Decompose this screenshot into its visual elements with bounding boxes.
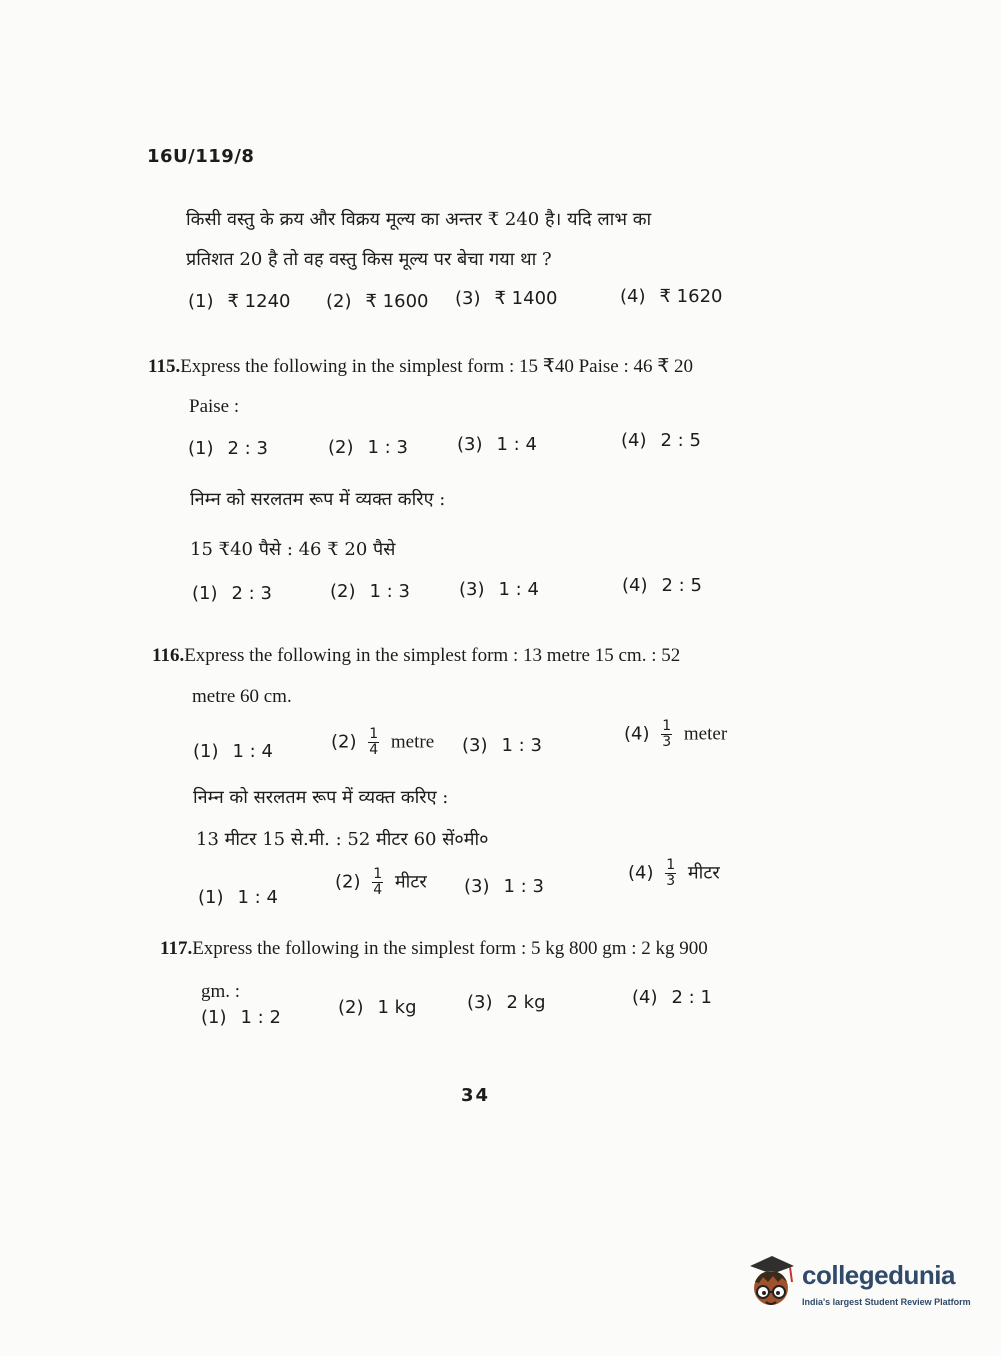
q114-hindi-line2: प्रतिशत 20 है तो वह वस्तु किस मूल्य पर बेचा गया था ? — [186, 249, 552, 270]
q115-number: 115. — [148, 356, 181, 377]
q117-number: 117. — [160, 938, 193, 959]
q116-english-line2: metre 60 cm. — [192, 686, 292, 707]
q116-hi-option-2: (2) $\frac{1}{4}$ मीटर — [335, 866, 427, 898]
q116-hindi-line2: 13 मीटर 15 से.मी. : 52 मीटर 60 सें०मी० — [196, 829, 489, 850]
q117-english-line2: gm. : — [201, 981, 241, 1002]
page-number: 34 — [461, 1085, 491, 1106]
q115-hindi-line1: निम्न को सरलतम रूप में व्यक्त करिए : — [190, 489, 446, 510]
q116-hi-option-4: (4) $\frac{1}{3}$ मीटर — [628, 857, 720, 889]
q115-hindi-line2: 15 ₹40 पैसे : 46 ₹ 20 पैसे — [190, 539, 396, 560]
q115-hi-option-3: (3) 1 : 4 — [459, 579, 539, 600]
paper-code: 16U/119/8 — [147, 146, 255, 167]
q114-option-4: (4) ₹ 1620 — [620, 286, 723, 307]
q114-option-2: (2) ₹ 1600 — [326, 291, 429, 312]
q116-hindi-line1: निम्न को सरलतम रूप में व्यक्त करिए : — [193, 787, 449, 808]
q116-number: 116. — [152, 645, 185, 666]
q117-option-3: (3) 2 kg — [467, 992, 546, 1013]
q117-option-2: (2) 1 kg — [338, 997, 417, 1018]
q114-option-3: (3) ₹ 1400 — [455, 288, 558, 309]
q115-english-text: Express the following in the simplest form : 15 ₹40 Paise : 46 ₹ 20 — [180, 356, 694, 377]
q116-en-option-1: (1) 1 : 4 — [193, 741, 273, 762]
q115-en-option-1: (1) 2 : 3 — [188, 438, 268, 459]
q117-option-4: (4) 2 : 1 — [632, 987, 712, 1008]
logo-wordmark: collegedunia — [802, 1260, 955, 1290]
q115-en-option-3: (3) 1 : 4 — [457, 434, 537, 455]
q115-english-line2: Paise : — [189, 396, 240, 417]
mascot-icon — [742, 1252, 800, 1314]
q117-english-line1 — [160, 938, 708, 960]
q116-english-text: Express the following in the simplest form : 13 metre 15 cm. : 52 — [184, 645, 681, 666]
q115-english-line1 — [148, 355, 693, 378]
q116-english-line1 — [152, 645, 680, 667]
q115-en-option-2: (2) 1 : 3 — [328, 437, 408, 458]
collegedunia-logo[interactable] — [742, 1250, 972, 1320]
logo-tagline: India's largest Student Review Platform — [802, 1297, 971, 1307]
fraction-one-third: $\frac{1}{3}$ — [666, 857, 676, 889]
q116-hi-option-3: (3) 1 : 3 — [464, 876, 544, 897]
q114-option-1: (1) ₹ 1240 — [188, 291, 291, 312]
fraction-one-third: $\frac{1}{3}$ — [662, 718, 672, 750]
q117-option-1: (1) 1 : 2 — [201, 1007, 281, 1028]
q115-en-option-4: (4) 2 : 5 — [621, 430, 701, 451]
q116-en-option-4: (4) $\frac{1}{3}$ meter — [624, 718, 728, 750]
q116-en-option-3: (3) 1 : 3 — [462, 735, 542, 756]
q115-hi-option-1: (1) 2 : 3 — [192, 583, 272, 604]
fraction-one-quarter: $\frac{1}{4}$ — [373, 866, 383, 898]
q117-english-text: Express the following in the simplest form : 5 kg 800 gm : 2 kg 900 — [192, 938, 708, 959]
fraction-one-quarter: $\frac{1}{4}$ — [369, 726, 379, 758]
q116-en-option-2: (2) $\frac{1}{4}$ metre — [331, 726, 435, 758]
q115-hi-option-2: (2) 1 : 3 — [330, 581, 410, 602]
q114-hindi-line1: किसी वस्तु के क्रय और विक्रय मूल्य का अन्तर ₹ 240 है। यदि लाभ का — [186, 209, 652, 230]
q116-hi-option-1: (1) 1 : 4 — [198, 887, 278, 908]
q115-hi-option-4: (4) 2 : 5 — [622, 575, 702, 596]
